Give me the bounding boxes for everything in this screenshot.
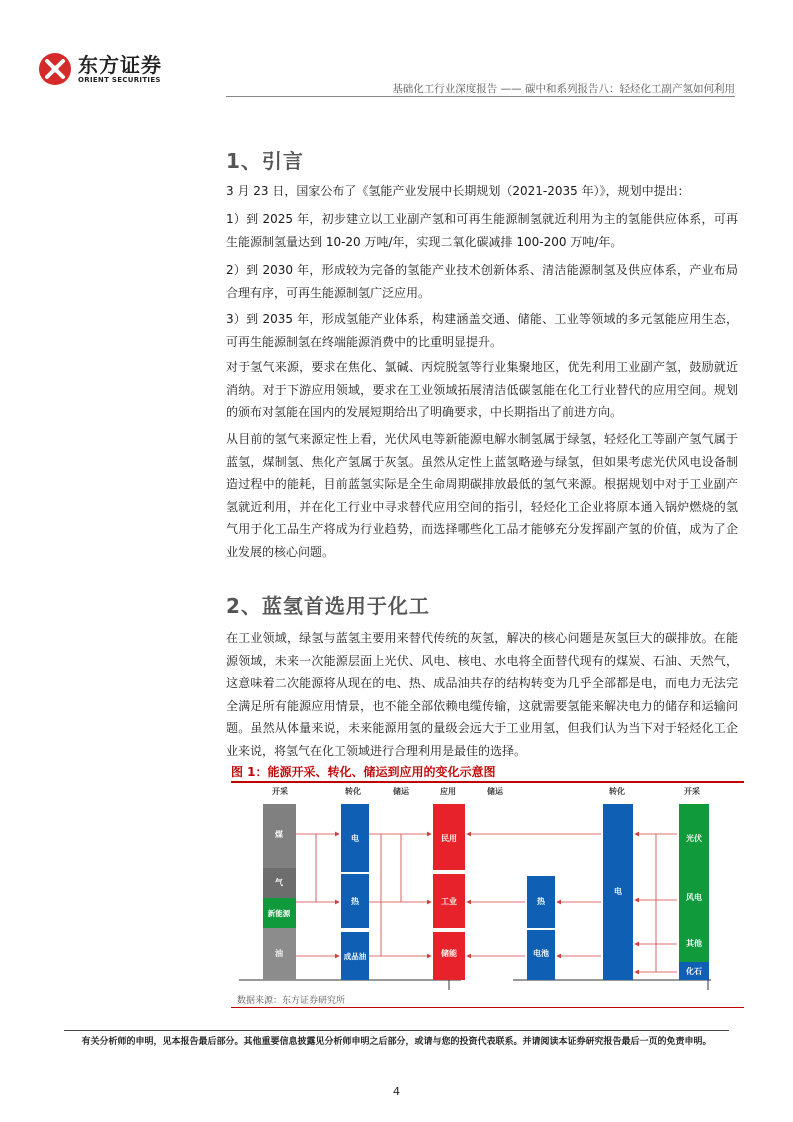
header-application: 应用 [440,787,456,796]
figure-caption: 图 1：能源开采、转化、储运到应用的变化示意图 [231,765,496,779]
section-1-paragraph: 3 月 23 日，国家公布了《氢能产业发展中长期规划（2021-2035 年）》，规划中提出： [226,184,690,198]
energy-flow-diagram [231,784,744,992]
mining-other-label: 其他 [686,939,702,948]
logo-english-name: ORIENT SECURITIES [78,75,161,84]
figure-top-rule [231,781,744,783]
mining-pv-label: 光伏 [686,834,702,843]
header-conversion-left: 转化 [345,787,361,796]
footer-disclaimer: 有关分析师的申明，见本报告最后部分。其他重要信息披露见分析师申明之后部分，或请与您的投资代表联系。并请阅读本证券研究报告最后一页的免责申明。 [81,1037,712,1047]
application-civil-label: 民用 [441,834,457,843]
header-divider [226,96,735,97]
mining-gas-label: 气 [275,878,283,887]
header-mining-left: 开采 [272,787,288,796]
footer-divider [64,1030,729,1031]
mining-new-energy-label: 新能源 [267,909,291,918]
section-1-paragraph: 从目前的氢气来源定性上看，光伏风电等新能源电解水制氢属于绿氢，轻烃化工等副产氢气属于蓝氢，煤制氢、焦化产氢属于灰氢。虽然从定性上蓝氢略逊与绿氢，但如果考虑光伏风电设备制造过程中的能耗，目前蓝氢实际是全生命周期碳排放最低的氢气来源。根据规划中对于工业副产氢就近利用，并在化工行业中寻求替代应用空间的指引，轻烃化工企业将原本通入锅炉燃烧的氢气用于化工品生产将成为行业趋势，而选择哪些化工品才能够充分发挥副产氢的价值，成为了企业发展的核心问题。 [226,432,738,559]
section-2-paragraph: 在工业领域，绿氢与蓝氢主要用来替代传统的灰氢，解决的核心问题是灰氢巨大的碳排放。在能源领域，未来一次能源层面上光伏、风电、核电、水电将全面替代现有的煤炭、石油、天然气，这意味着二次能源将从现在的电、热、成品油共存的结构转变为几乎全部都是电，而电力无法完全满足所有能源应用情景，也不能全部依赖电缆传输，这就需要氢能来解决电力的储存和运输问题。虽然从体量来说，未来能源用氢的量级会远大于工业用氢，但我们认为当下对于轻烃化工企业来说，将氢气在化工领域进行合理利用是最佳的选择。 [226,631,738,758]
conversion-heat-label: 热 [351,897,359,906]
company-logo [38,52,162,86]
application-storage-label: 储能 [441,949,457,958]
application-industry-label: 工业 [441,897,457,906]
storage-heat-label: 热 [537,897,545,906]
section-1-paragraph: 1）到 2025 年，初步建立以工业副产氢和可再生能源制氢就近利用为主的氢能供应体系，可再生能源制氢量达到 10-20 万吨/年，实现二氧化碳减排 100-200 万吨/年。 [226,212,738,249]
figure-bottom-rule [231,1007,744,1008]
conversion-refined-oil-label: 成品油 [343,952,367,961]
section-1-paragraph: 2）到 2030 年，形成较为完备的氢能产业技术创新体系、清洁能源制氢及供应体系，产业布局合理有序，可再生能源制氢广泛应用。 [226,263,738,300]
header-mining-right: 开采 [684,787,700,796]
logo-chinese-name: 东方证券 [78,52,162,77]
mining-coal-label: 煤 [275,830,283,839]
header-storage-right: 储运 [487,787,503,796]
storage-battery-label: 电池 [533,949,549,958]
section-1-heading: 1、引言 [226,149,304,173]
section-2-heading: 2、蓝氢首选用于化工 [226,594,430,618]
right-conversion-electricity-label: 电 [614,887,622,896]
conversion-electricity-label: 电 [351,834,359,843]
section-1-paragraph: 对于氢气来源，要求在焦化、氯碱、丙烷脱氢等行业集聚地区，优先利用工业副产氢，鼓励就近消纳。对于下游应用领域，要求在工业领域拓展清洁低碳氢能在化工行业替代的应用空间。规划的颁布对氢能在国内的发展短期给出了明确要求，中长期指出了前进方向。 [226,360,738,419]
section-1-paragraph: 3）到 2035 年，形成氢能产业体系，构建涵盖交通、储能、工业等领域的多元氢能应用生态，可再生能源制氢在终端能源消费中的比重明显提升。 [226,312,738,349]
report-title: 基础化工行业深度报告 —— 碳中和系列报告八：轻烃化工副产氢如何利用 [392,83,735,95]
mining-oil-label: 油 [275,949,283,958]
mining-wind-label: 风电 [686,893,702,902]
orient-logo-icon [38,52,72,86]
header-conversion-right: 转化 [609,787,625,796]
header-storage-left: 储运 [393,787,409,796]
mining-fossil-label: 化石 [686,967,702,976]
page-number: 4 [393,1085,400,1098]
figure-source: 数据来源：东方证券研究所 [237,996,346,1006]
